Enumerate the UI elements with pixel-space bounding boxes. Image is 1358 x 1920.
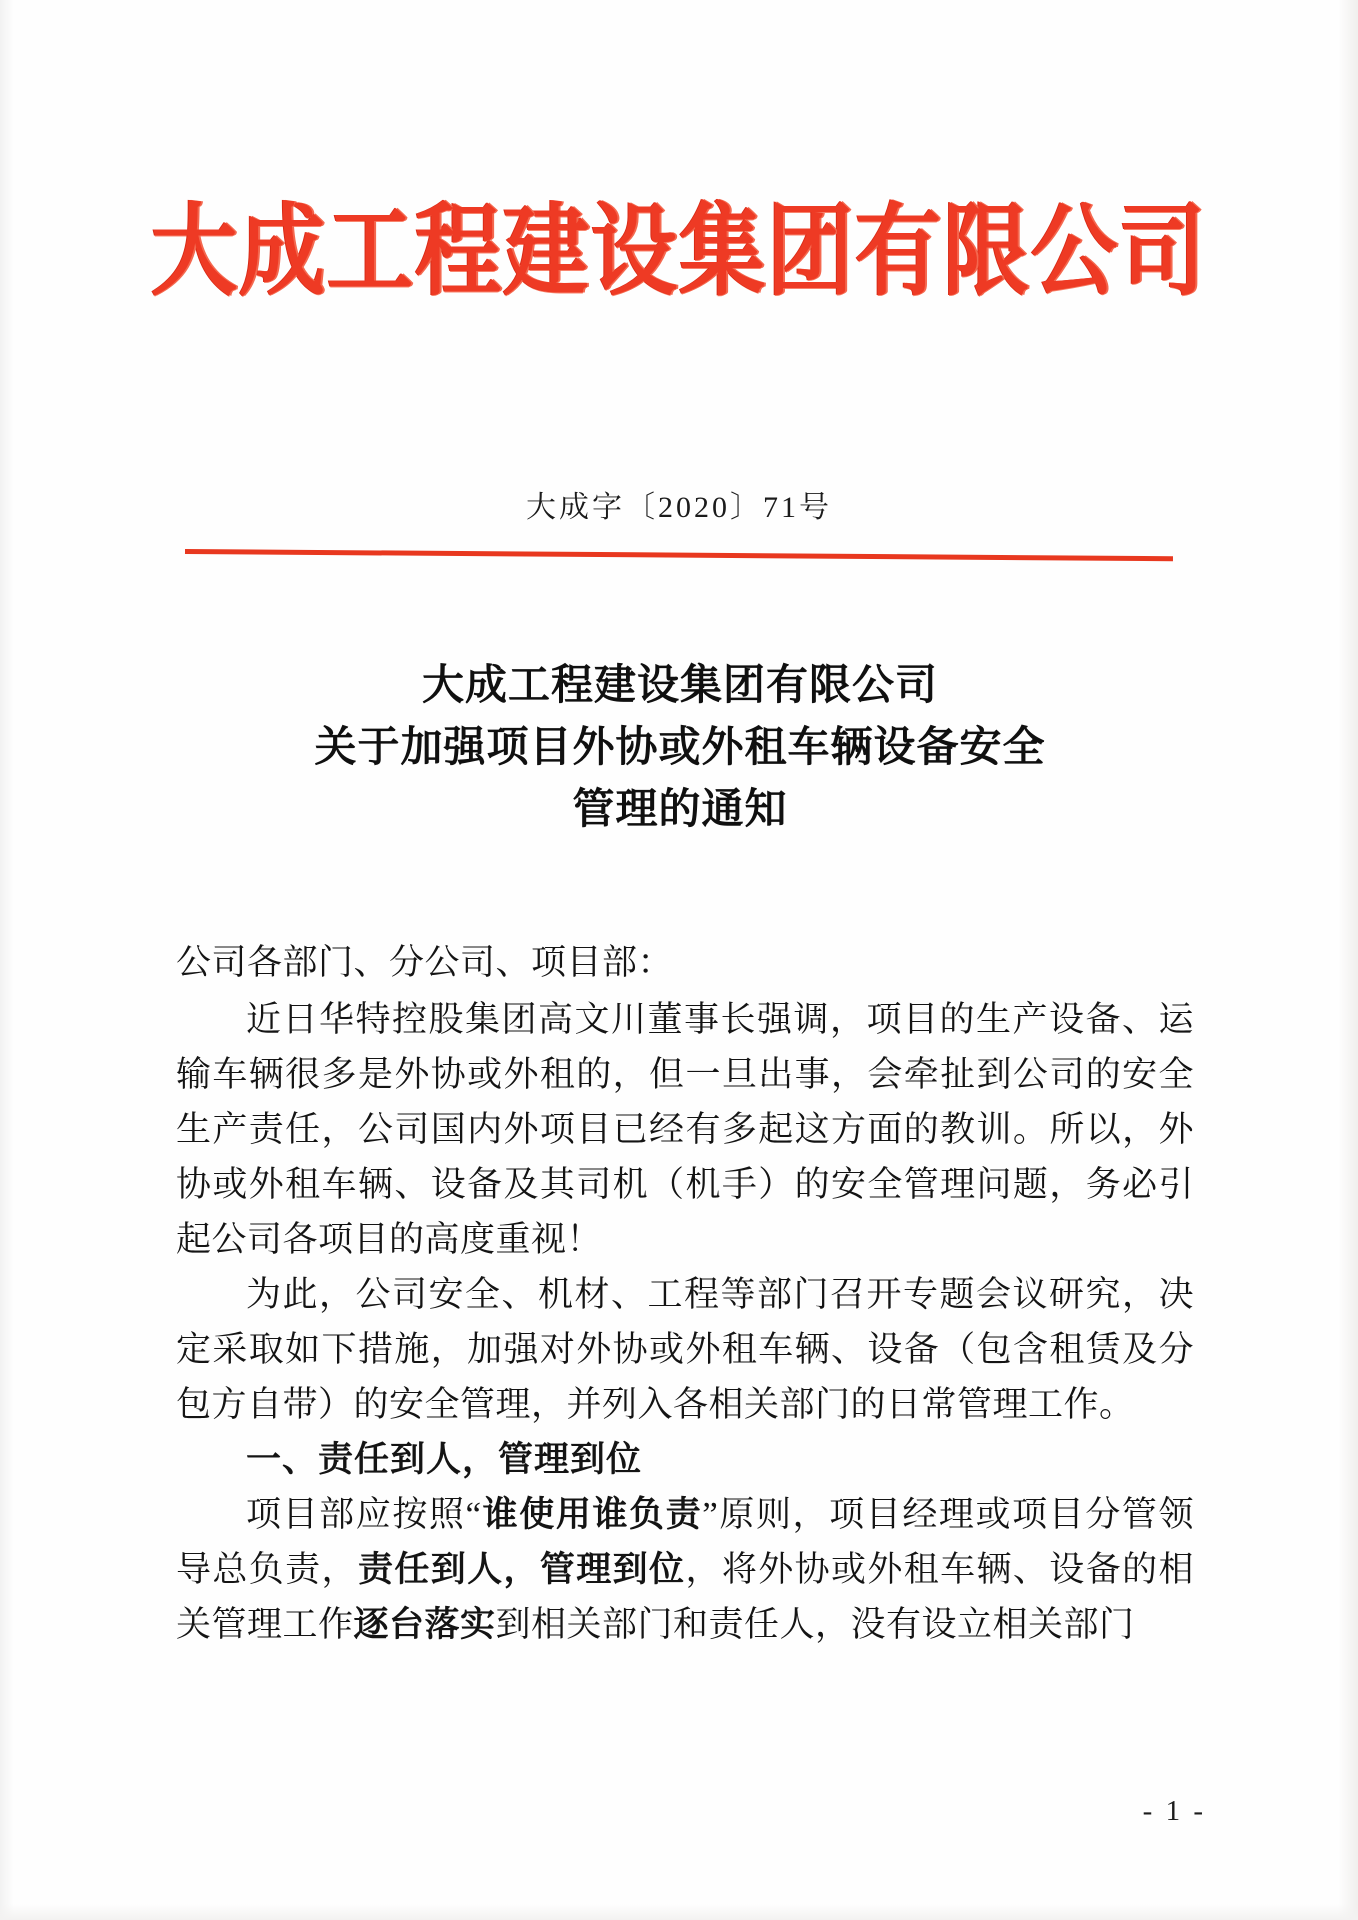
page-number: - 1 -	[1142, 1795, 1206, 1827]
emphasis-text: 逐台落实	[353, 1605, 496, 1644]
document-title	[170, 655, 1190, 841]
document-title-line-3: 管理的通知	[572, 787, 788, 834]
document-body	[176, 935, 1194, 1652]
section-paragraph-1	[176, 1487, 1194, 1652]
body-paragraph-2: 为此，公司安全、机材、工程等部门召开专题会议研究，决定采取如下措施，加强对外协或外租车辆、设备（包含租赁及分包方自带）的安全管理，并列入各相关部门的日常管理工作。	[176, 1275, 1194, 1424]
document-number: 大成字〔2020〕71号	[526, 491, 832, 524]
emphasis-text: 责任到人，管理到位	[357, 1550, 686, 1589]
emphasis-text: 谁使用谁负责	[481, 1495, 703, 1534]
body-text: ，将外协或外租车辆、设备的相关管理工作	[176, 1550, 1194, 1644]
salutation: 公司各部门、分公司、项目部：	[176, 943, 674, 982]
body-text: 项目部应按照“	[246, 1495, 482, 1534]
letterhead-company-name: 大成工程建设集团有限公司	[151, 196, 1207, 308]
document-title-line-2: 关于加强项目外协或外租车辆设备安全	[314, 725, 1046, 772]
body-text: ”原则，项目经理或项目分管领导总负责，	[176, 1495, 1194, 1589]
body-paragraph-1: 近日华特控股集团高文川董事长强调，项目的生产设备、运输车辆很多是外协或外租的，但一旦出事，会牵扯到公司的安全生产责任，公司国内外项目已经有多起这方面的教训。所以，外协或外租车辆、设备及其司机（机手）的安全管理问题，务必引起公司各项目的高度重视！	[176, 1000, 1194, 1259]
red-divider-rule	[185, 549, 1173, 561]
scan-edge-bottom	[0, 1904, 1358, 1920]
letterhead	[0, 196, 1358, 308]
body-text: 到相关部门和责任人，没有设立相关部门	[495, 1605, 1135, 1644]
section-heading-1: 一、责任到人，管理到位	[246, 1440, 643, 1479]
document-title-line-1: 大成工程建设集团有限公司	[421, 663, 938, 709]
